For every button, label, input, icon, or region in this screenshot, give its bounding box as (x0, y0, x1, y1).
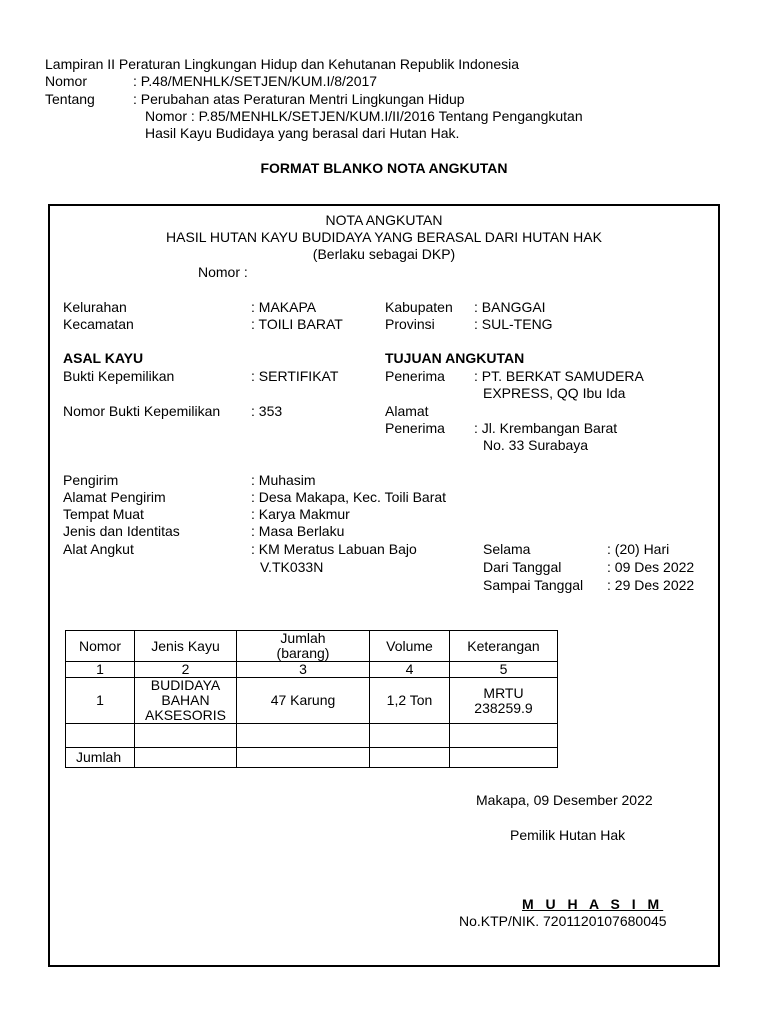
row-keterangan-line1: MRTU (483, 684, 524, 701)
signature-role: Pemilik Hutan Hak (510, 827, 626, 843)
nota-title: NOTA ANGKUTAN (325, 212, 443, 228)
sampai-tanggal-label: Sampai Tanggal (483, 577, 584, 593)
penerima-value-1: : PT. BERKAT SAMUDERA (474, 368, 644, 384)
col-number: 4 (370, 662, 450, 678)
pengirim-value: : Muhasim (251, 472, 316, 488)
kecamatan-value: : TOILI BARAT (251, 316, 343, 332)
kecamatan-label: Kecamatan (63, 316, 134, 332)
row-nomor: 1 (66, 678, 135, 724)
col-number: 3 (237, 662, 370, 678)
tujuan-heading: TUJUAN ANGKUTAN (385, 350, 525, 366)
asal-kayu-heading: ASAL KAYU (63, 350, 144, 366)
bukti-label: Bukti Kepemilikan (63, 368, 175, 384)
table-header-row (66, 631, 558, 662)
dari-tanggal-value: : 09 Des 2022 (607, 559, 695, 575)
goods-table (65, 630, 558, 768)
col-number: 1 (66, 662, 135, 678)
provinsi-label: Provinsi (385, 316, 435, 332)
alamat-penerima-value-2: No. 33 Surabaya (483, 437, 589, 453)
row-volume: 1,2 Ton (370, 678, 450, 724)
tempat-muat-label: Tempat Muat (63, 506, 144, 522)
selama-value: : (20) Hari (607, 541, 670, 557)
table-row (66, 678, 558, 724)
tempat-muat-value: : Karya Makmur (251, 506, 350, 522)
jenis-identitas-label: Jenis dan Identitas (63, 523, 180, 539)
header-volume: Volume (370, 631, 450, 662)
signature-nik: No.KTP/NIK. 7201120107680045 (459, 913, 667, 929)
header-line1: Lampiran II Peraturan Lingkungan Hidup dan Kehutanan Republik Indonesia (45, 56, 520, 72)
selama-label: Selama (483, 541, 531, 557)
kabupaten-label: Kabupaten (385, 299, 453, 315)
row-jenis-line3: AKSESORIS (145, 707, 226, 723)
header-tentang-label: Tentang (45, 91, 95, 107)
table-row-empty (66, 724, 558, 748)
sampai-tanggal-value: : 29 Des 2022 (607, 577, 695, 593)
kelurahan-label: Kelurahan (63, 299, 127, 315)
provinsi-value: : SUL-TENG (474, 316, 553, 332)
alat-angkut-label: Alat Angkut (63, 541, 134, 557)
nota-nomor: Nomor : (198, 264, 248, 280)
header-tentang-line3: Hasil Kayu Budidaya yang berasal dari Hutan Hak. (145, 125, 460, 141)
nota-subtitle-dkp: (Berlaku sebagai DKP) (312, 246, 456, 262)
penerima-label: Penerima (385, 368, 445, 384)
row-jenis-line1: BUDIDAYA (150, 677, 221, 693)
alamat-penerima-label-2: Penerima (385, 420, 445, 436)
nota-subtitle: HASIL HUTAN KAYU BUDIDAYA YANG BERASAL DARI HUTAN HAK (166, 229, 602, 245)
format-title: FORMAT BLANKO NOTA ANGKUTAN (260, 160, 508, 176)
alamat-pengirim-value: : Desa Makapa, Kec. Toili Barat (251, 489, 447, 505)
dari-tanggal-label: Dari Tanggal (483, 559, 562, 575)
nomor-bukti-value: : 353 (251, 403, 283, 419)
header-nomor-label: Nomor (45, 73, 88, 89)
header-jumlah-line1: Jumlah (280, 630, 326, 646)
header-keterangan: Keterangan (450, 631, 558, 662)
alamat-penerima-value-1: : Jl. Krembangan Barat (474, 420, 618, 436)
alat-angkut-value-2: V.TK033N (260, 559, 324, 575)
header-nomor: Nomor (66, 631, 135, 662)
jenis-identitas-value: : Masa Berlaku (251, 523, 345, 539)
row-jenis-kayu (135, 678, 237, 724)
header-jumlah (237, 631, 370, 662)
signature-name: M U H A S I M (522, 896, 664, 912)
alat-angkut-value-1: : KM Meratus Labuan Bajo (251, 541, 417, 557)
total-label: Jumlah (66, 748, 135, 768)
row-keterangan-line2: 238259.9 (474, 699, 533, 716)
header-tentang-line1: : Perubahan atas Peraturan Mentri Lingkungan Hidup (133, 91, 465, 107)
col-number: 2 (135, 662, 237, 678)
signature-place-date: Makapa, 09 Desember 2022 (476, 792, 653, 808)
alamat-pengirim-label: Alamat Pengirim (63, 489, 166, 505)
nomor-bukti-label: Nomor Bukti Kepemilikan (63, 403, 221, 419)
row-keterangan (450, 678, 558, 724)
alamat-penerima-label-1: Alamat (385, 403, 429, 419)
row-jumlah: 47 Karung (237, 678, 370, 724)
kabupaten-value: : BANGGAI (474, 299, 546, 315)
table-col-number-row (66, 662, 558, 678)
bukti-value: : SERTIFIKAT (251, 368, 339, 384)
header-jenis-kayu: Jenis Kayu (135, 631, 237, 662)
table-total-row (66, 748, 558, 768)
row-jenis-line2: BAHAN (161, 692, 210, 708)
penerima-value-2: EXPRESS, QQ Ibu Ida (483, 385, 626, 401)
kelurahan-value: : MAKAPA (251, 299, 317, 315)
header-nomor-value: : P.48/MENHLK/SETJEN/KUM.I/8/2017 (133, 73, 378, 89)
header-tentang-line2: Nomor : P.85/MENHLK/SETJEN/KUM.I/II/2016 Tentang Pengangkutan (145, 108, 583, 124)
col-number: 5 (450, 662, 558, 678)
header-jumlah-line2: (barang) (276, 645, 330, 661)
pengirim-label: Pengirim (63, 472, 119, 488)
